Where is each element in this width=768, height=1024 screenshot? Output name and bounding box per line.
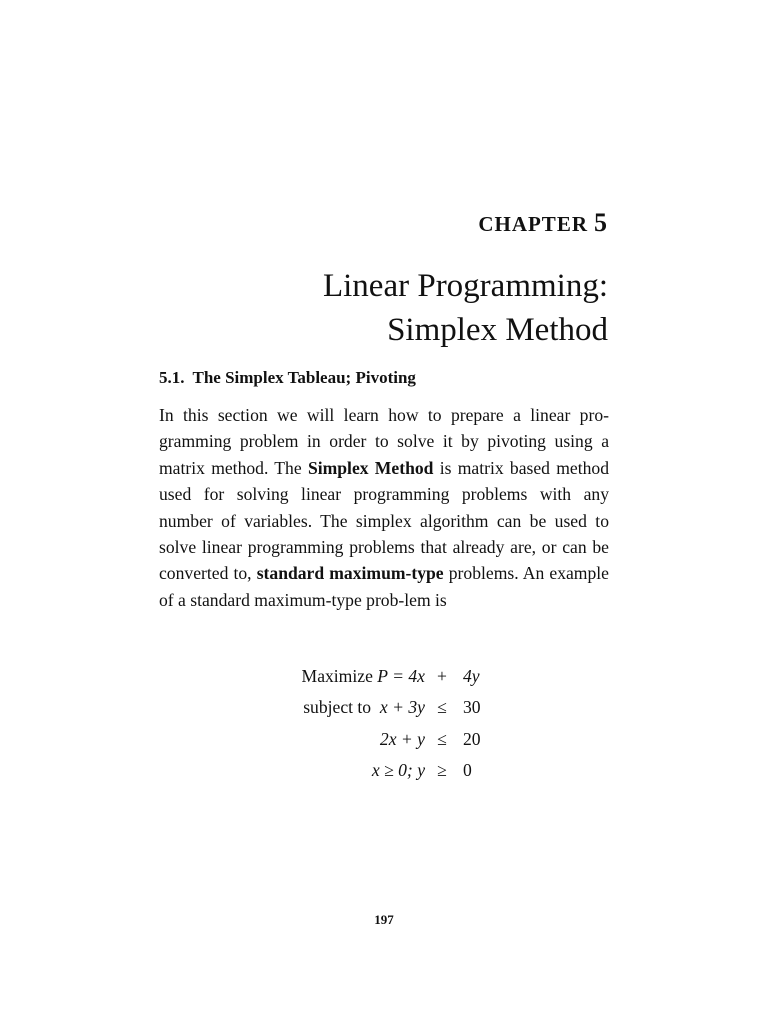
chapter-title-line1: Linear Programming: bbox=[322, 268, 608, 304]
chapter-number: 5 bbox=[594, 208, 608, 237]
section-heading bbox=[159, 368, 416, 388]
lp-lhs-math: P = 4x bbox=[377, 666, 425, 686]
chapter-title bbox=[323, 264, 608, 352]
paragraph-text-1: In this section we will learn how to prepare a linear pro-gramming problem in order to solve it by pivoting using a matrix method. The bbox=[159, 405, 609, 478]
lp-lhs bbox=[303, 697, 425, 718]
lp-lhs-text: subject to bbox=[303, 697, 380, 717]
lp-row-objective bbox=[0, 666, 768, 692]
paragraph-bold-simplex-method: Simplex Method bbox=[307, 457, 434, 478]
paragraph-text-2: is matrix based method used for solving linear programming problems with any number of variables. The simplex algorithm can be used to solve linear programming problems that already are, or can be converted to, bbox=[159, 457, 609, 584]
lp-lhs bbox=[372, 760, 425, 781]
chapter-label bbox=[478, 208, 608, 238]
page-number: 197 bbox=[374, 912, 394, 927]
lp-row-nonnegativity bbox=[0, 760, 768, 786]
lp-lhs bbox=[380, 729, 425, 750]
paragraph-text-3: problems. An example of a standard maximum-type prob-lem is bbox=[159, 563, 609, 610]
lp-rhs: 0 bbox=[463, 760, 472, 780]
chapter-title-line2: Simplex Method bbox=[387, 312, 608, 348]
lp-lhs-math: 2x + y bbox=[379, 729, 425, 749]
section-title: The Simplex Tableau; Pivoting bbox=[192, 368, 416, 387]
paragraph-bold-standard-maximum-type: standard maximum-type bbox=[256, 563, 444, 584]
lp-rhs: 30 bbox=[463, 697, 481, 717]
lp-operator: ≥ bbox=[437, 760, 447, 780]
lp-operator: + bbox=[437, 666, 447, 686]
chapter-word: CHAPTER bbox=[478, 212, 588, 236]
lp-operator: ≤ bbox=[437, 729, 447, 749]
lp-lhs bbox=[302, 666, 425, 687]
lp-operator: ≤ bbox=[437, 697, 447, 717]
section-number: 5.1. bbox=[159, 368, 185, 387]
lp-lhs-math: x + 3y bbox=[379, 697, 425, 717]
lp-row-constraint-1 bbox=[0, 697, 768, 723]
lp-rhs: 20 bbox=[463, 729, 481, 749]
intro-paragraph bbox=[159, 402, 609, 613]
lp-rhs: 4y bbox=[463, 666, 480, 686]
lp-lhs-math: x ≥ 0; y bbox=[371, 760, 425, 780]
lp-lhs-text: Maximize bbox=[301, 666, 378, 686]
lp-row-constraint-2 bbox=[0, 729, 768, 755]
